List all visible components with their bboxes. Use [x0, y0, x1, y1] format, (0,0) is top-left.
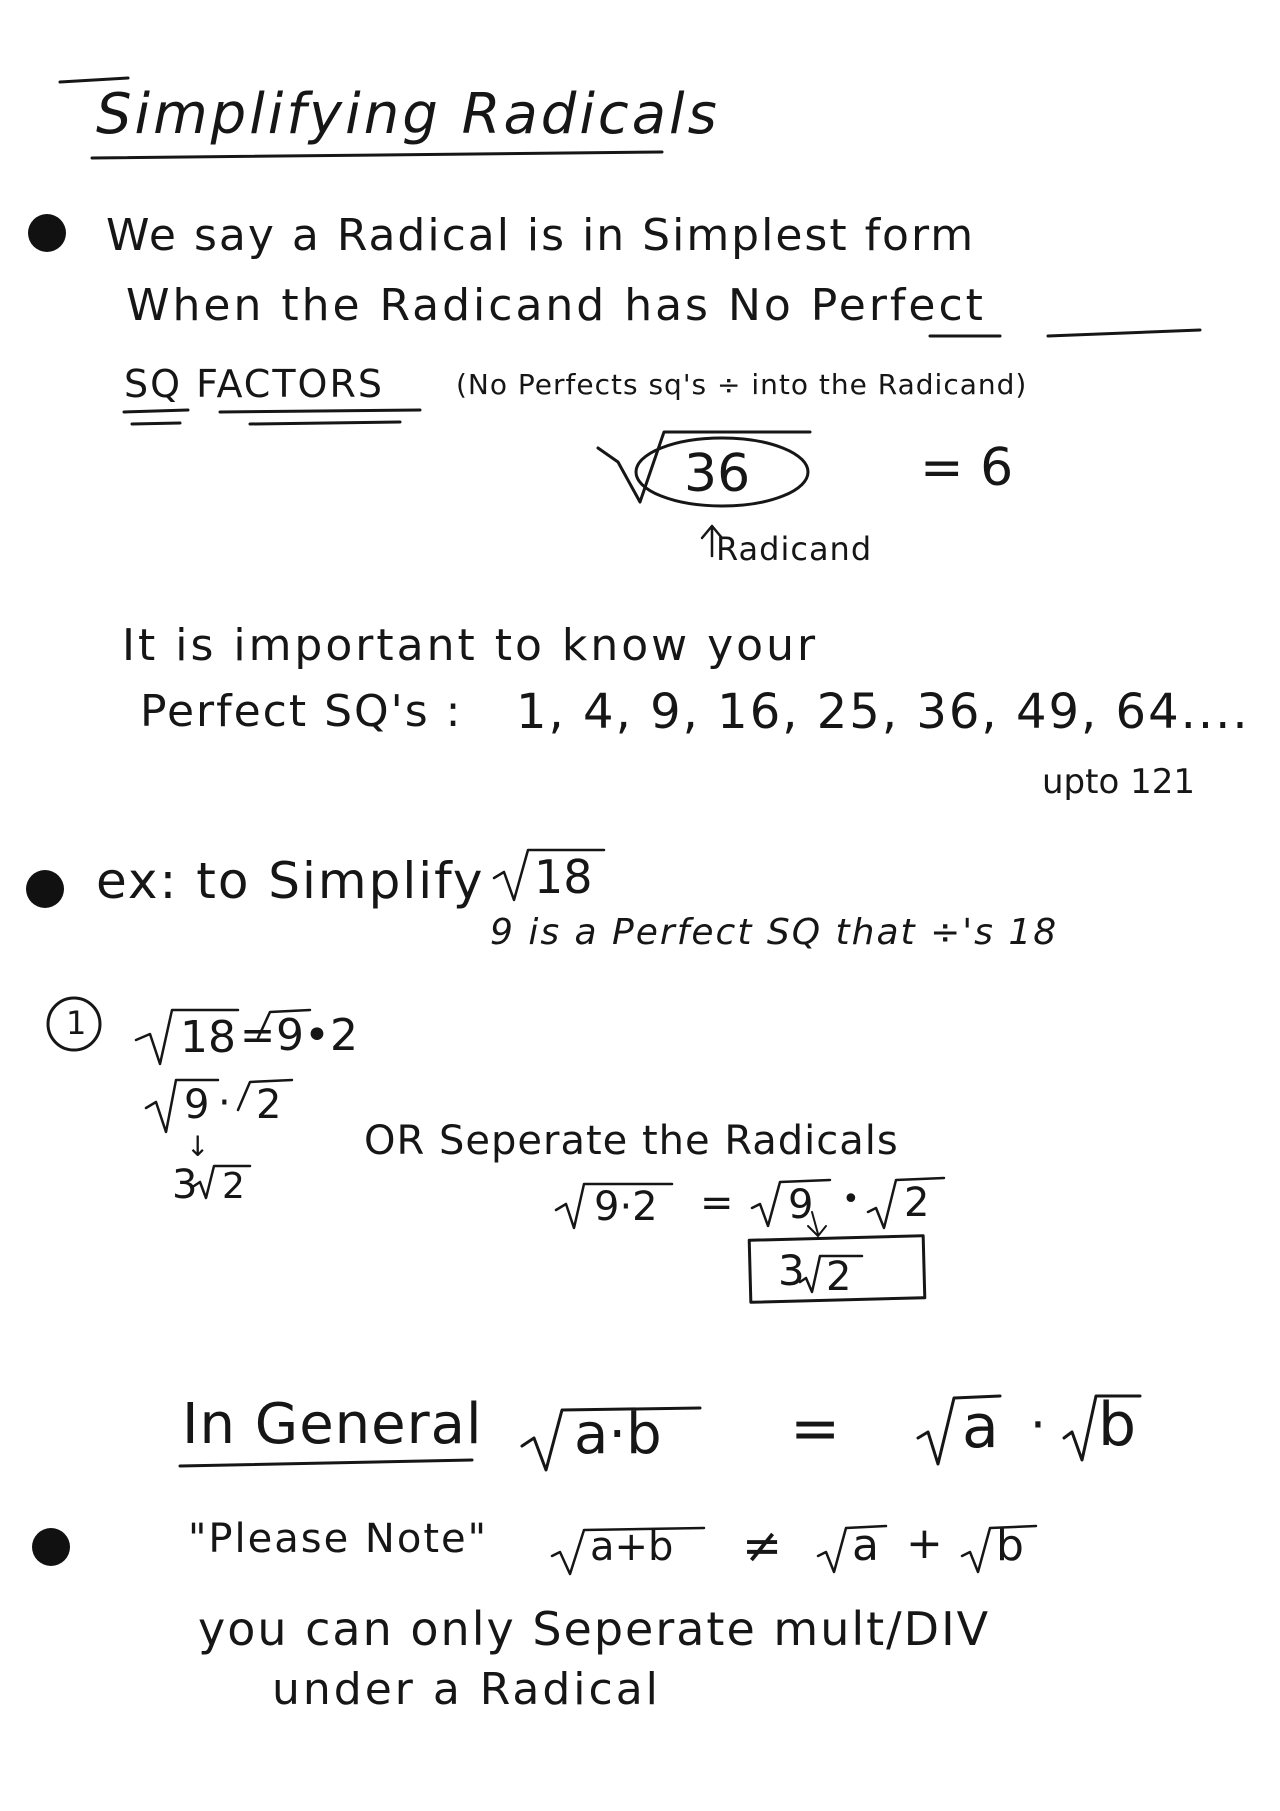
step3-coef: 3 [172, 1162, 198, 1208]
step1-left: 18 [180, 1012, 236, 1063]
boxed-rad: 2 [826, 1254, 852, 1300]
note-plus: + [906, 1518, 943, 1569]
step2-dot: · [218, 1080, 231, 1126]
perfect-squares-list: 1, 4, 9, 16, 25, 36, 49, 64.... [516, 684, 1250, 740]
general-underline [180, 1460, 472, 1466]
definition-line-3a: SQ FACTORS [124, 362, 384, 406]
note-line-2: you can only Seperate mult/DIV [198, 1602, 991, 1656]
example-hint: 9 is a Perfect SQ that ÷'s 18 [490, 912, 1059, 953]
factors-underline-2 [250, 422, 400, 424]
step3-rad: 2 [222, 1166, 245, 1207]
step-number: 1 [66, 1004, 87, 1042]
separate-dot: • [842, 1182, 860, 1217]
perfect-squares-note: upto 121 [1042, 762, 1195, 802]
general-right-dot: · [1030, 1396, 1046, 1454]
note-right-a: a [852, 1520, 879, 1571]
general-right-b: b [1098, 1390, 1137, 1460]
note-left: a+b [590, 1524, 674, 1570]
perfect-squares-label: Perfect SQ's : [140, 686, 463, 737]
radicand-result: = 6 [920, 438, 1014, 498]
note-line-3: under a Radical [272, 1664, 661, 1715]
boxed-coef: 3 [778, 1246, 805, 1295]
step2-arrow-icon: ↓ [186, 1130, 210, 1163]
bullet-definition [28, 214, 66, 252]
step2-b: 2 [256, 1082, 282, 1128]
bullet-note [32, 1528, 70, 1566]
step1-right: 9•2 [276, 1010, 358, 1061]
note-neq: ≠ [742, 1518, 783, 1574]
example-intro: ex: to Simplify [96, 852, 485, 910]
separate-eq: = [700, 1180, 734, 1226]
radicand-label: Radicand [716, 530, 873, 568]
separate-b: 2 [904, 1180, 930, 1226]
step2-a: 9 [184, 1082, 210, 1128]
page-title: Simplifying Radicals [96, 82, 720, 147]
perfect-squares-line-1: It is important to know your [122, 620, 819, 671]
definition-line-3b: (No Perfects sq's ÷ into the Radicand) [456, 368, 1028, 401]
perfect-underline [1048, 330, 1200, 336]
definition-line-1: We say a Radical is in Simplest form [106, 210, 976, 261]
general-label: In General [182, 1392, 483, 1457]
note-label: "Please Note" [188, 1516, 489, 1562]
step1-eq: = [240, 1010, 276, 1059]
separate-radicals-text: OR Seperate the Radicals [364, 1118, 899, 1164]
note-right-b: b [996, 1520, 1024, 1571]
radicand-36: 36 [684, 444, 751, 504]
general-eq: = [790, 1394, 841, 1464]
factors-underline-1 [220, 410, 420, 412]
example-radicand: 18 [534, 850, 593, 904]
separate-a: 9 [788, 1182, 814, 1228]
general-right-a: a [962, 1392, 999, 1462]
separate-left: 9·2 [594, 1184, 658, 1230]
sq-underline-1 [124, 410, 188, 412]
bullet-example [26, 870, 64, 908]
general-left: a·b [574, 1402, 662, 1467]
title-underline [92, 152, 662, 158]
definition-line-2: When the Radicand has No Perfect [126, 280, 986, 331]
sq-underline-2 [132, 423, 180, 424]
